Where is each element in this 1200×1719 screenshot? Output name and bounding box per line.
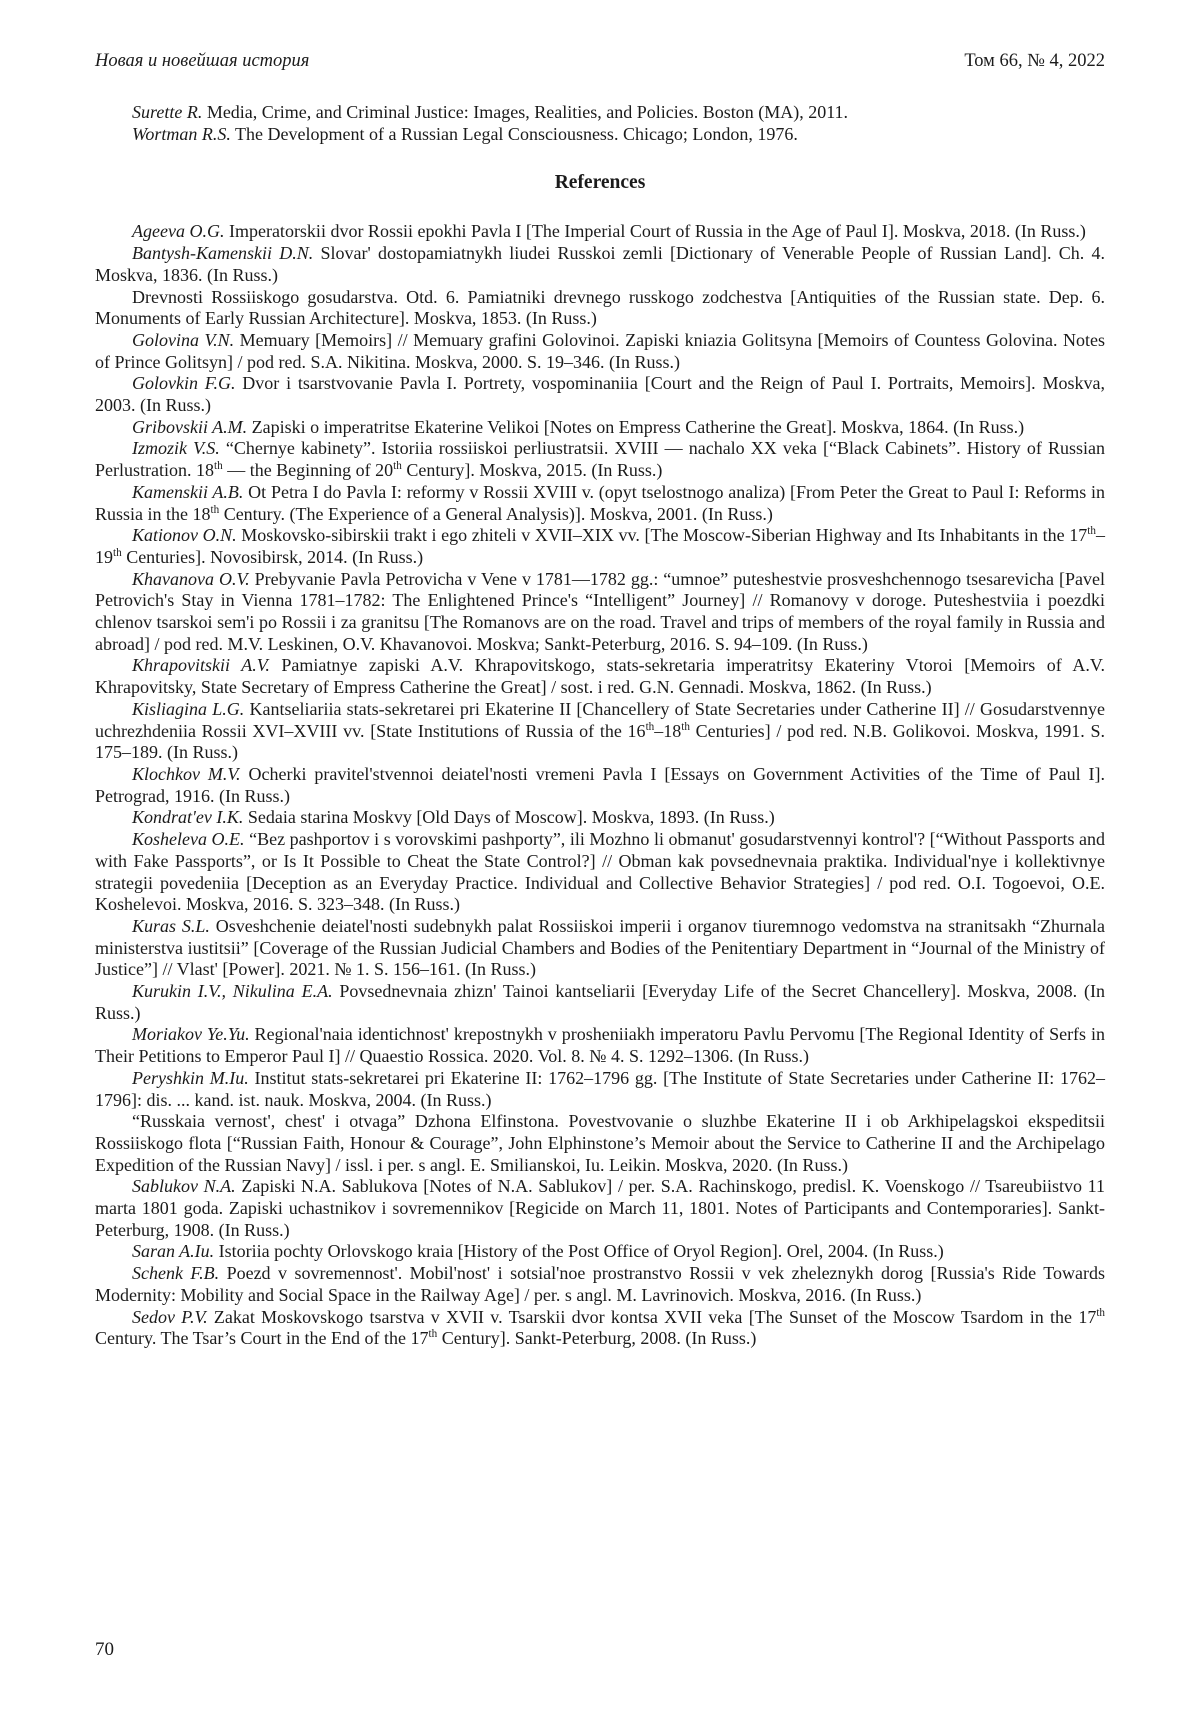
reference-author: Kosheleva O.E.	[132, 829, 245, 850]
reference-entry	[95, 373, 1105, 416]
reference-entry	[95, 981, 1105, 1024]
reference-entry	[95, 102, 1105, 124]
reference-author: Gribovskii A.M.	[132, 416, 248, 437]
reference-text: “Chernye kabinety”. Istoriia rossiiskoi perliustratsii. XVIII — nachalo XX veka [“Black Cabinets”. History of Russian Perlustration. 18th — the Beginning of 20th Century]. Moskva, 2015. (In Russ.)	[95, 438, 1105, 481]
reference-text: Moskovsko-sibirskii trakt i ego zhiteli v XVII–XIX vv. [The Moscow-Siberian Highway and Its Inhabitants in the 17th–19th Centuries]. Novosibirsk, 2014. (In Russ.)	[95, 525, 1105, 567]
page-header	[95, 50, 1105, 72]
reference-entry	[95, 699, 1105, 764]
reference-entry	[95, 330, 1105, 373]
reference-entry	[95, 1241, 1105, 1263]
reference-author: Izmozik V.S.	[132, 438, 220, 459]
reference-author: Khrapovitskii A.V.	[132, 655, 270, 676]
reference-entry	[95, 1024, 1105, 1067]
reference-text: Media, Crime, and Criminal Justice: Images, Realities, and Policies. Boston (MA), 2011.	[202, 102, 849, 122]
reference-text: Kantseliariia stats-sekretarei pri Ekaterine II [Chancellery of State Secretaries under Catherine II] // Gosudarstvennye uchrezhdeniia Rossii XVI–XVIII vv. [State Institutions of Russia of the 16th–18th Centuries] / pod red. N.B. Golikovoi. Moskva, 1991. S. 175–189. (In Russ.)	[95, 698, 1105, 763]
preliminary-bibliography	[95, 102, 1105, 145]
reference-author: Kuras S.L.	[132, 915, 210, 936]
reference-text: “Russkaia vernost', chest' i otvaga” Dzhona Elfinstona. Povestvovanie o sluzhbe Ekaterine II i ob Arkhipelagskoi ekspeditsii Rossiiskogo flota [“Russian Faith, Honour & Courage”, John Elphinstone’s Memoir about the Service to Catherine II and the Archipelago Expedition of the Russian Navy] / issl. i per. s angl. E. Smilianskoi, Iu. Leikin. Moskva, 2020. (In Russ.)	[95, 1111, 1105, 1175]
reference-author: Khavanova O.V.	[132, 568, 250, 589]
reference-text: Osveshchenie deiatel'nosti sudebnykh palat Rossiiskoi imperii i organov tiuremnogo vedomstva na stranitsakh “Zhurnala ministerstva iustitsii” [Coverage of the Russian Judicial Chambers and Bodies of the Penitentiary Department in “Journal of the Ministry of Justice”] // Vlast' [Power]. 2021. № 1. S. 156–161. (In Russ.)	[95, 915, 1105, 980]
reference-author: Ageeva O.G.	[132, 221, 225, 242]
reference-entry	[95, 829, 1105, 916]
reference-text: Drevnosti Rossiiskogo gosudarstva. Otd. 6. Pamiatniki drevnego russkogo zodchestva [Antiquities of the Russian state. Dep. 6. Monuments of Early Russian Architecture]. Moskva, 1853. (In Russ.)	[95, 286, 1105, 329]
reference-author: Moriakov Ye.Yu.	[132, 1024, 250, 1045]
reference-author: Kondrat'ev I.K.	[132, 807, 244, 828]
reference-entry	[95, 1176, 1105, 1241]
reference-entry	[95, 1263, 1105, 1306]
reference-author: Surette R.	[132, 102, 203, 122]
reference-entry	[95, 124, 1105, 146]
reference-entry	[95, 807, 1105, 829]
reference-text: Ot Petra I do Pavla I: reformy v Rossii XVIII v. (opyt tselostnogo analiza) [From Peter the Great to Paul I: Reforms in Russia in the 18th Century. (The Experience of a General Analysis)]. Moskva, 2001. (In Russ.)	[95, 481, 1106, 524]
reference-entry	[95, 764, 1105, 807]
reference-author: Bantysh-Kamenskii D.N.	[132, 243, 314, 264]
reference-entry	[95, 1068, 1105, 1111]
reference-author: Wortman R.S.	[132, 123, 231, 144]
page-number: 70	[95, 1639, 114, 1660]
reference-text: Memuary [Memoirs] // Memuary grafini Golovinoi. Zapiski kniazia Golitsyna [Memoirs of Countess Golovina. Notes of Prince Golitsyn] / pod red. S.A. Nikitina. Moskva, 2000. S. 19–346. (In Russ.)	[95, 329, 1105, 372]
reference-text: Zapiski o imperatritse Ekaterine Velikoi [Notes on Empress Catherine the Great]. Moskva, 1864. (In Russ.)	[247, 416, 1025, 437]
reference-text: Poezd v sovremennost'. Mobil'nost' i sotsial'noe prostranstvo Rossii v vek zheleznykh dorog [Russia's Ride Towards Modernity: Mobility and Social Space in the Railway Age] / per. s angl. M. Lavrinovich. Moskva, 2016. (In Russ.)	[95, 1263, 1106, 1305]
reference-author: Sablukov N.A.	[132, 1176, 236, 1197]
reference-entry	[95, 482, 1105, 525]
reference-author: Klochkov M.V.	[132, 763, 241, 784]
reference-text: Pamiatnye zapiski A.V. Khrapovitskogo, stats-sekretaria imperatritsy Ekateriny Vtoroi [Memoirs of A.V. Khrapovitsky, State Secretary of Empress Catherine the Great] / sost. i red. G.N. Gennadi. Moskva, 1862. (In Russ.)	[95, 655, 1106, 698]
reference-entry	[95, 655, 1105, 698]
reference-text: Institut stats-sekretarei pri Ekaterine II: 1762–1796 gg. [The Institute of State Secretaries under Catherine II: 1762–1796]: dis. ... kand. ist. nauk. Moskva, 2004. (In Russ.)	[95, 1067, 1105, 1110]
reference-text: “Bez pashportov i s vorovskimi pashporty”, ili Mozhno li obmanut' gosudarstvennyi kontrol'? [“Without Passports and with Fake Passports”, or Is It Possible to Cheat the State Control?] // Obman kak povsednevnaia praktika. Individual'nye i kollektivnye strategii povedeniia [Deception as an Everyday Practice. Individual and Collective Behavior Strategies] / pod red. O.I. Togoevoi, O.E. Koshelevoi. Moskva, 2016. S. 323–348. (In Russ.)	[95, 829, 1105, 915]
reference-text: Slovar' dostopamiatnykh liudei Russkoi zemli [Dictionary of Venerable People of Russian Land]. Ch. 4. Moskva, 1836. (In Russ.)	[95, 243, 1105, 285]
references-heading: References	[554, 172, 646, 194]
reference-entry	[95, 438, 1105, 481]
reference-author: Kamenskii A.B.	[132, 481, 244, 502]
reference-text: Regional'naia identichnost' krepostnykh v prosheniiakh imperatoru Pavlu Pervomu [The Regional Identity of Serfs in Their Petitions to Emperor Paul I] // Quaestio Rossica. 2020. Vol. 8. № 4. S. 1292–1306. (In Russ.)	[95, 1024, 1105, 1067]
issue-info: Том 66, № 4, 2022	[964, 51, 1105, 71]
reference-entry	[95, 1307, 1105, 1350]
reference-text: The Development of a Russian Legal Consciousness. Chicago; London, 1976.	[230, 123, 798, 144]
reference-author: Golovkin F.G.	[132, 373, 236, 394]
reference-text: Zapiski N.A. Sablukova [Notes of N.A. Sablukov] / per. S.A. Rachinskogo, predisl. K. Voenskogo // Tsareubiistvo 11 marta 1801 goda. Zapiski uchastnikov i sovremennikov [Regicide on March 11, 1801. Notes of Participants and Contemporaries]. Sankt-Peterburg, 1908. (In Russ.)	[95, 1176, 1106, 1240]
reference-author: Kurukin I.V., Nikulina E.A.	[132, 981, 333, 1002]
reference-text: Dvor i tsarstvovanie Pavla I. Portrety, vospominaniia [Court and the Reign of Paul I. Portraits, Memoirs]. Moskva, 2003. (In Russ.)	[95, 373, 1105, 416]
reference-entry	[95, 569, 1105, 656]
reference-entry	[95, 287, 1105, 330]
reference-entry	[95, 1111, 1105, 1176]
reference-text: Ocherki pravitel'stvennoi deiatel'nosti vremeni Pavla I [Essays on Government Activities of the Time of Paul I]. Petrograd, 1916. (In Russ.)	[95, 763, 1105, 806]
reference-entry	[95, 243, 1105, 286]
reference-entry	[95, 916, 1105, 981]
reference-text: Povsednevnaia zhizn' Tainoi kantseliarii [Everyday Life of the Secret Chancellery]. Moskva, 2008. (In Russ.)	[95, 981, 1105, 1023]
reference-entry	[95, 221, 1105, 243]
reference-author: Golovina V.N.	[132, 329, 235, 350]
reference-text: Imperatorskii dvor Rossii epokhi Pavla I [The Imperial Court of Russia in the Age of Paul I]. Moskva, 2018. (In Russ.)	[224, 221, 1086, 242]
reference-author: Kisliagina L.G.	[132, 698, 245, 719]
reference-entry	[95, 525, 1105, 568]
reference-author: Sedov P.V.	[132, 1306, 208, 1327]
reference-text: Istoriia pochty Orlovskogo kraia [History of the Post Office of Oryol Region]. Orel, 2004. (In Russ.)	[214, 1241, 944, 1262]
reference-author: Kationov O.N.	[132, 525, 237, 546]
reference-author: Peryshkin M.Iu.	[132, 1067, 249, 1088]
reference-text: Prebyvanie Pavla Petrovicha v Vene v 1781—1782 gg.: “umnoe” puteshestvie prosveshchennogo tsesarevicha [Pavel Petrovich's Stay in Vienna 1781–1782: The Enlightened Prince's “Intelligent” Journey] // Romanovy v doroge. Puteshestviia i poezdki chlenov tsarskoi sem'i po Rossii i za granitsu [The Romanovs are on the road. Travel and trips of members of the royal family in Russia and abroad] / pod red. M.V. Leskinen, O.V. Khavanovoi. Moskva; Sankt-Peterburg, 2016. S. 94–109. (In Russ.)	[95, 568, 1105, 654]
reference-entry	[95, 417, 1105, 439]
reference-text: Zakat Moskovskogo tsarstva v XVII v. Tsarskii dvor kontsa XVII veka [The Sunset of the Moscow Tsardom in the 17th Century. The Tsar’s Court in the End of the 17th Century]. Sankt-Peterburg, 2008. (In Russ.)	[95, 1306, 1106, 1349]
reference-author: Schenk F.B.	[132, 1263, 220, 1284]
journal-title: Новая и новейшая история	[95, 51, 310, 71]
reference-author: Saran A.Iu.	[132, 1241, 215, 1262]
references-list	[95, 221, 1105, 1350]
reference-text: Sedaia starina Moskvy [Old Days of Moscow]. Moskva, 1893. (In Russ.)	[243, 807, 775, 828]
